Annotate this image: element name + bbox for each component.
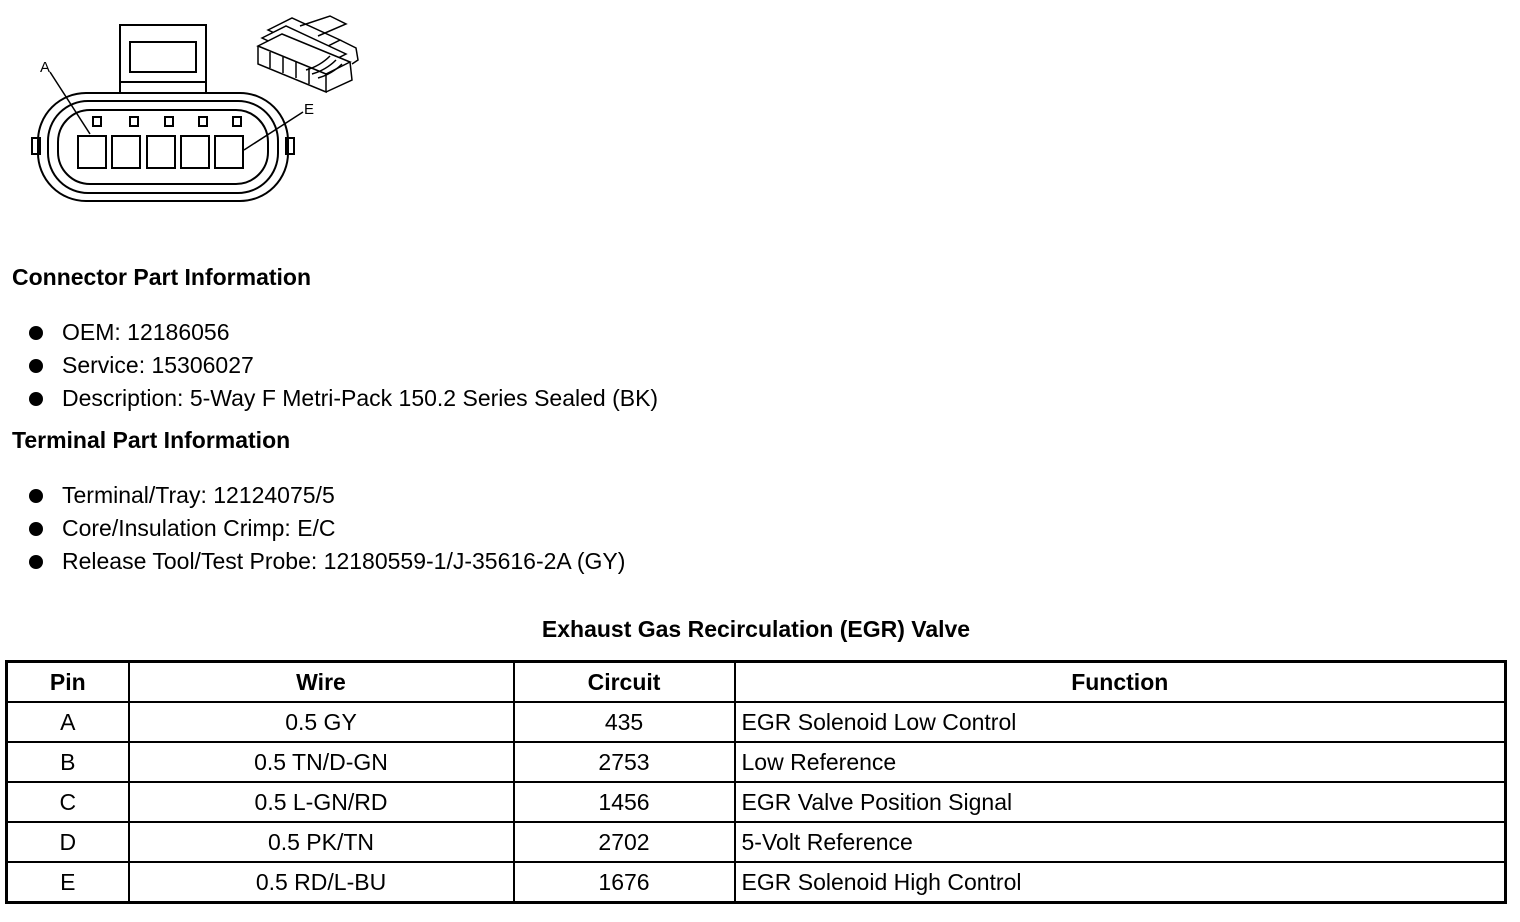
connector-iso-view bbox=[258, 16, 358, 92]
table-header-row bbox=[7, 662, 1506, 703]
cell-circuit: 1456 bbox=[514, 782, 735, 822]
list-item: Description: 5-Way F Metri-Pack 150.2 Series Sealed (BK) bbox=[28, 382, 658, 415]
connector-diagram bbox=[0, 0, 380, 215]
cell-circuit: 435 bbox=[514, 702, 735, 742]
list-item: Core/Insulation Crimp: E/C bbox=[28, 512, 625, 545]
bullet-icon bbox=[29, 326, 43, 340]
cell-circuit: 2753 bbox=[514, 742, 735, 782]
cell-wire: 0.5 TN/D-GN bbox=[129, 742, 514, 782]
list-item: Service: 15306027 bbox=[28, 349, 658, 382]
pin-a-label: A bbox=[40, 59, 51, 76]
cell-pin: C bbox=[7, 782, 129, 822]
list-item: OEM: 12186056 bbox=[28, 316, 658, 349]
table-row bbox=[7, 742, 1506, 782]
connector-info-title: Connector Part Information bbox=[12, 264, 312, 290]
table-row bbox=[7, 822, 1506, 862]
bullet-icon bbox=[29, 522, 43, 536]
cell-wire: 0.5 GY bbox=[129, 702, 514, 742]
cell-function: EGR Valve Position Signal bbox=[735, 782, 1506, 822]
terminal-info-list bbox=[28, 479, 625, 578]
table-row bbox=[7, 862, 1506, 903]
cell-wire: 0.5 PK/TN bbox=[129, 822, 514, 862]
cell-circuit: 1676 bbox=[514, 862, 735, 903]
bullet-icon bbox=[29, 359, 43, 373]
pinout-table bbox=[5, 660, 1507, 904]
connector-info-list bbox=[28, 316, 658, 415]
cell-pin: E bbox=[7, 862, 129, 903]
cell-function: 5-Volt Reference bbox=[735, 822, 1506, 862]
header-function: Function bbox=[735, 662, 1506, 703]
header-pin: Pin bbox=[7, 662, 129, 703]
header-wire: Wire bbox=[129, 662, 514, 703]
cell-pin: A bbox=[7, 702, 129, 742]
terminal-info-title: Terminal Part Information bbox=[12, 427, 291, 453]
list-item: Release Tool/Test Probe: 12180559-1/J-35616-2A (GY) bbox=[28, 545, 625, 578]
cell-function: EGR Solenoid High Control bbox=[735, 862, 1506, 903]
bullet-icon bbox=[29, 489, 43, 503]
bullet-icon bbox=[29, 392, 43, 406]
cell-pin: D bbox=[7, 822, 129, 862]
cell-pin: B bbox=[7, 742, 129, 782]
header-circuit: Circuit bbox=[514, 662, 735, 703]
bullet-icon bbox=[29, 555, 43, 569]
table-row bbox=[7, 782, 1506, 822]
cell-circuit: 2702 bbox=[514, 822, 735, 862]
pin-e-label: E bbox=[304, 101, 315, 118]
connector-housing bbox=[32, 93, 294, 201]
cell-wire: 0.5 L-GN/RD bbox=[129, 782, 514, 822]
cell-wire: 0.5 RD/L-BU bbox=[129, 862, 514, 903]
list-item: Terminal/Tray: 12124075/5 bbox=[28, 479, 625, 512]
cell-function: EGR Solenoid Low Control bbox=[735, 702, 1506, 742]
cell-function: Low Reference bbox=[735, 742, 1506, 782]
table-title: Exhaust Gas Recirculation (EGR) Valve bbox=[541, 616, 971, 642]
connector-lock-tab bbox=[120, 25, 206, 95]
table-row bbox=[7, 702, 1506, 742]
